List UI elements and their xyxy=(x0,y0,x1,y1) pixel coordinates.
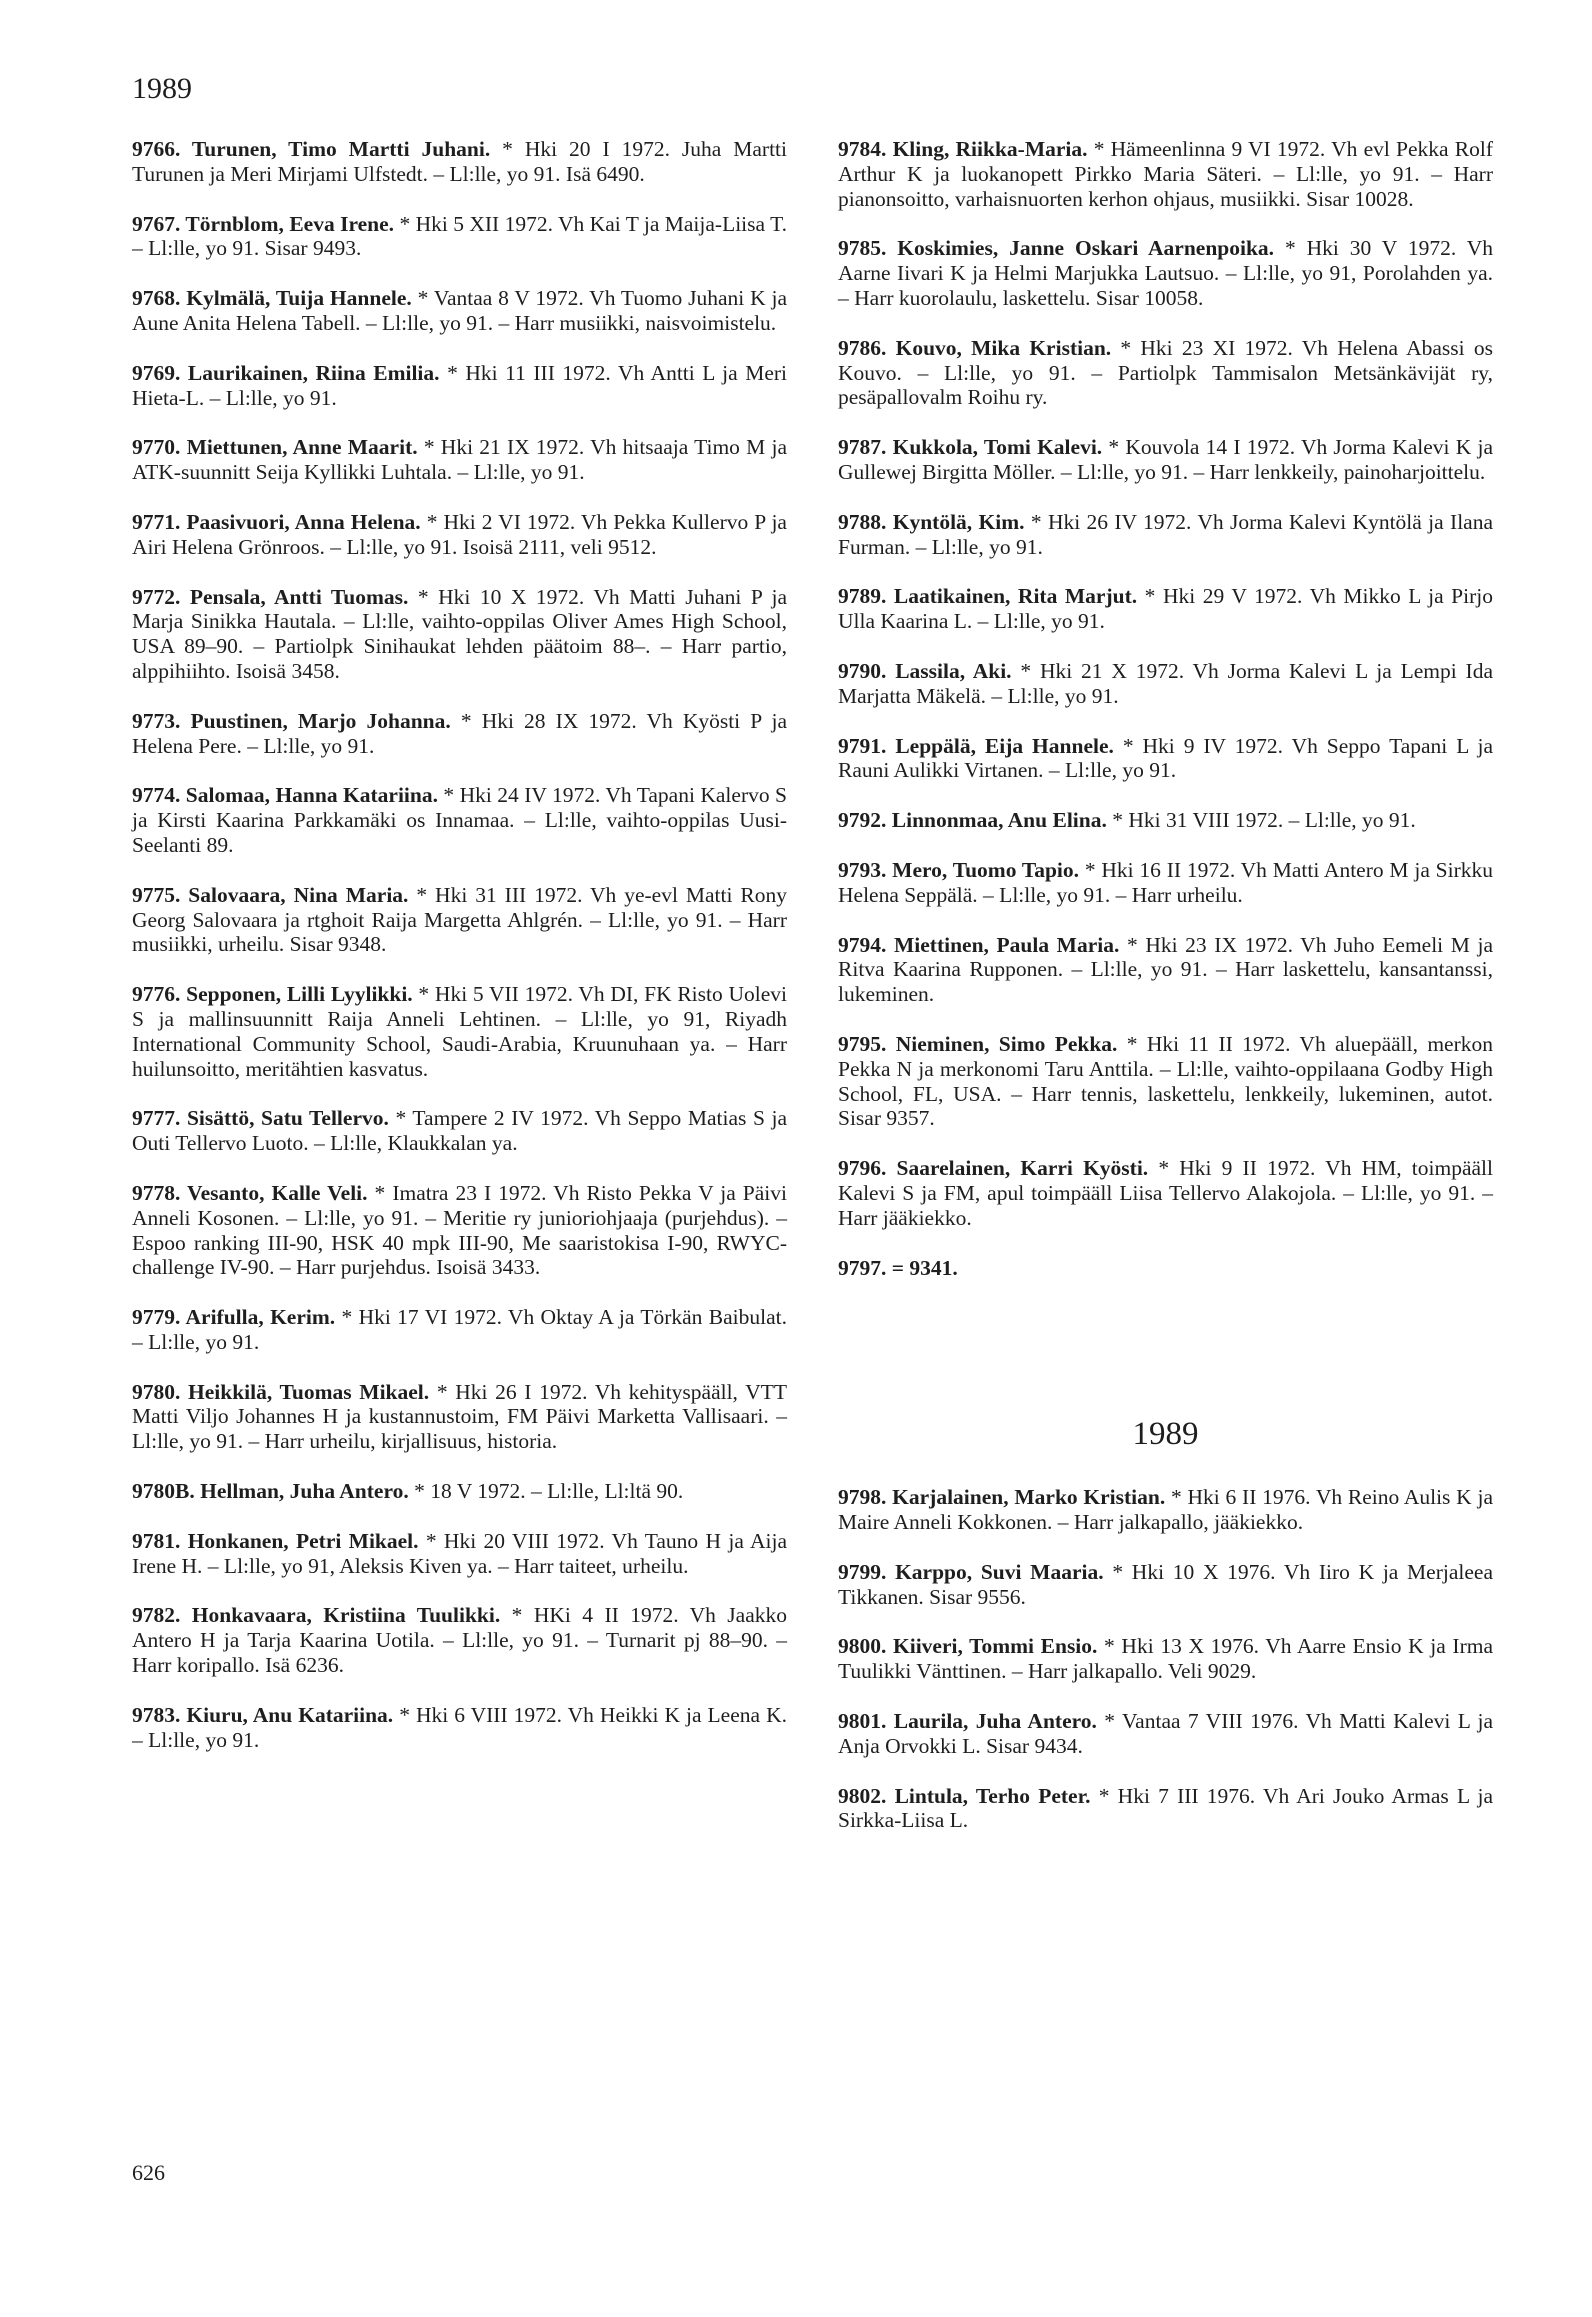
entry-heading: 9782. Honkavaara, Kristiina Tuulikki. xyxy=(132,1603,501,1628)
entry-heading: 9793. Mero, Tuomo Tapio. xyxy=(838,857,1080,882)
register-entry xyxy=(132,1380,787,1454)
entry-heading: 9786. Kouvo, Mika Kristian. xyxy=(838,335,1112,360)
entry-body: * Hki 24 IV 1972. Vh Tapani Kalervo S ja Kirsti Kaarina Parkkamäki os Innamaa. – Ll:lle, vaihto-oppilas Uusi-Seelanti 89. xyxy=(132,783,787,857)
register-entry xyxy=(132,1106,787,1156)
entry-heading: 9790. Lassila, Aki. xyxy=(838,658,1012,683)
entry-heading: 9775. Salovaara, Nina Maria. xyxy=(132,882,409,907)
register-entry xyxy=(838,236,1493,310)
register-entry xyxy=(838,1256,1493,1281)
entry-body: * Hki 26 I 1972. Vh kehityspääll, VTT Matti Viljo Johannes H ja kustannustoim, FM Päivi Marketta Vallisaari. – Ll:lle, yo 91. – Harr urheilu, kirjallisuus, historia. xyxy=(132,1379,787,1454)
register-entry xyxy=(838,1634,1493,1684)
entry-heading: 9770. Miettunen, Anne Maarit. xyxy=(132,435,418,460)
entry-body: * Hki 23 IX 1972. Vh Juho Eemeli M ja Ritva Kaarina Rupponen. – Ll:lle, yo 91. – Harr laskettelu, kansantanssi, lukeminen. xyxy=(838,932,1493,1007)
entry-heading: 9769. Laurikainen, Riina Emilia. xyxy=(132,360,440,385)
register-entry xyxy=(132,1479,787,1504)
entry-body: * Vantaa 8 V 1972. Vh Tuomo Juhani K ja Aune Anita Helena Tabell. – Ll:lle, yo 91. – Harr musiikki, naisvoimistelu. xyxy=(132,286,787,335)
entry-body: * Hki 31 VIII 1972. – Ll:lle, yo 91. xyxy=(1106,808,1416,833)
entry-body: * Imatra 23 I 1972. Vh Risto Pekka V ja Päivi Anneli Kosonen. – Ll:lle, yo 91. – Meritie ry junioriohjaaja (purjehdus). – Espoo ranking III-90, HSK 40 mpk III-90, Me saaristokisa I-90, RWYC-challenge IV-90. – Harr purjehdus. Isoisä 3433. xyxy=(132,1180,787,1280)
register-entry xyxy=(838,1784,1493,1834)
entry-heading: 9801. Laurila, Juha Antero. xyxy=(838,1709,1097,1734)
entry-body: * Hki 17 VI 1972. Vh Oktay A ja Törkän Baibulat. – Ll:lle, yo 91. xyxy=(132,1305,787,1354)
register-entry xyxy=(132,361,787,411)
entry-heading: 9777. Sisättö, Satu Tellervo. xyxy=(132,1106,389,1131)
entry-heading: 9799. Karppo, Suvi Maaria. xyxy=(838,1559,1104,1584)
right-column-entries xyxy=(838,137,1493,1280)
entry-body: * Hki 9 II 1972. Vh HM, toimpääll Kalevi S ja FM, apul toimpääll Liisa Tellervo Alakojola. – Ll:lle, yo 91. – Harr jääkiekko. xyxy=(838,1156,1493,1230)
register-entry xyxy=(838,584,1493,634)
register-entry xyxy=(838,808,1493,833)
entry-body: * Hki 2 VI 1972. Vh Pekka Kullervo P ja Airi Helena Grönroos. – Ll:lle, yo 91. Isoisä 2111, veli 9512. xyxy=(132,509,787,559)
entry-heading: 9781. Honkanen, Petri Mikael. xyxy=(132,1528,419,1553)
register-entry xyxy=(838,659,1493,709)
entry-body: * Hki 6 VIII 1972. Vh Heikki K ja Leena K. – Ll:lle, yo 91. xyxy=(132,1702,787,1752)
entry-heading: 9773. Puustinen, Marjo Johanna. xyxy=(132,708,451,733)
entry-body: * Hki 7 III 1976. Vh Ari Jouko Armas L ja Sirkka-Liisa L. xyxy=(838,1783,1493,1833)
register-entry xyxy=(838,1560,1493,1610)
entry-heading: 9776. Sepponen, Lilli Lyylikki. xyxy=(132,982,413,1007)
entry-heading: 9772. Pensala, Antti Tuomas. xyxy=(132,584,409,609)
register-entry xyxy=(838,510,1493,560)
entry-body: * Hki 30 V 1972. Vh Aarne Iivari K ja Helmi Marjukka Lautsuo. – Ll:lle, yo 91, Porolahden ya. – Harr kuorolaulu, laskettelu. Sisar 10058. xyxy=(838,236,1493,310)
entry-heading: 9771. Paasivuori, Anna Helena. xyxy=(132,509,421,534)
entry-body: * Hki 16 II 1972. Vh Matti Antero M ja Sirkku Helena Seppälä. – Ll:lle, yo 91. – Harr urheilu. xyxy=(838,857,1493,907)
entry-heading: 9780. Heikkilä, Tuomas Mikael. xyxy=(132,1379,430,1404)
entry-heading: 9789. Laatikainen, Rita Marjut. xyxy=(838,584,1138,609)
register-entry xyxy=(132,709,787,759)
entry-heading: 9788. Kyntölä, Kim. xyxy=(838,509,1025,534)
register-entry xyxy=(838,1709,1493,1759)
entry-heading: 9783. Kiuru, Anu Katariina. xyxy=(132,1702,394,1727)
entry-body: * Hki 20 I 1972. Juha Martti Turunen ja Meri Mirjami Ulfstedt. – Ll:lle, yo 91. Isä 6490. xyxy=(132,137,787,186)
entry-body: * Vantaa 7 VIII 1976. Vh Matti Kalevi L ja Anja Orvokki L. Sisar 9434. xyxy=(838,1709,1494,1758)
entry-body: * Hki 20 VIII 1972. Vh Tauno H ja Aija Irene H. – Ll:lle, yo 91, Aleksis Kiven ya. – Harr taiteet, urheilu. xyxy=(132,1528,788,1578)
register-entry xyxy=(838,336,1493,410)
section-year-heading: 1989 xyxy=(1132,1416,1199,1453)
entry-heading: 9774. Salomaa, Hanna Katariina. xyxy=(132,783,438,808)
register-entry xyxy=(132,585,787,684)
entry-heading: 9798. Karjalainen, Marko Kristian. xyxy=(838,1485,1166,1510)
register-entry xyxy=(132,435,787,485)
page-number: 626 xyxy=(132,2160,165,2185)
page-year-header: 1989 xyxy=(132,72,192,105)
entry-heading: 9797. = 9341. xyxy=(838,1255,958,1280)
entry-heading: 9768. Kylmälä, Tuija Hannele. xyxy=(132,286,412,311)
register-entry xyxy=(132,883,787,957)
register-entry xyxy=(838,858,1493,908)
entry-heading: 9795. Nieminen, Simo Pekka. xyxy=(838,1031,1118,1056)
register-entry xyxy=(132,137,787,187)
entry-body: * Hki 31 III 1972. Vh ye-evl Matti Rony Georg Salovaara ja rtghoit Raija Margetta Ahlgrén. – Ll:lle, yo 91. – Harr musiikki, urheilu. Sisar 9348. xyxy=(132,882,787,957)
entry-heading: 9791. Leppälä, Eija Hannele. xyxy=(838,733,1114,758)
register-entry xyxy=(838,933,1493,1007)
register-entry xyxy=(838,137,1493,211)
register-entry xyxy=(838,1156,1493,1230)
register-entry xyxy=(838,1485,1493,1535)
entry-body: * Hämeenlinna 9 VI 1972. Vh evl Pekka Rolf Arthur K ja luokanopett Pirkko Maria Säteri. – Ll:lle, yo 91. – Harr pianonsoitto, varhaisnuorten kerhon ohjaus, musiikki. Sisar 10028. xyxy=(838,137,1494,211)
entry-heading: 9792. Linnonmaa, Anu Elina. xyxy=(838,808,1107,833)
entry-body: * Hki 13 X 1976. Vh Aarre Ensio K ja Irma Tuulikki Vänttinen. – Harr jalkapallo. Veli 9029. xyxy=(838,1634,1494,1684)
register-entry xyxy=(838,1032,1493,1131)
register-entry xyxy=(132,1529,787,1579)
entry-body: * HKi 4 II 1972. Vh Jaakko Antero H ja Tarja Kaarina Uotila. – Ll:lle, yo 91. – Turnarit pj 88–90. – Harr koripallo. Isä 6236. xyxy=(132,1603,787,1678)
register-entry xyxy=(838,734,1493,784)
entry-body: * Hki 21 IX 1972. Vh hitsaaja Timo M ja ATK-suunnitt Seija Kyllikki Luhtala. – Ll:lle, yo 91. xyxy=(132,435,788,485)
right-column-entries-after xyxy=(838,1485,1493,1833)
register-entry xyxy=(838,435,1493,485)
entry-heading: 9767. Törnblom, Eeva Irene. xyxy=(132,211,395,236)
register-entry xyxy=(132,1305,787,1355)
entry-heading: 9779. Arifulla, Kerim. xyxy=(132,1305,336,1330)
entry-heading: 9785. Koskimies, Janne Oskari Aarnenpoika. xyxy=(838,236,1275,261)
register-entry xyxy=(132,510,787,560)
register-entry xyxy=(132,286,787,336)
entry-heading: 9802. Lintula, Terho Peter. xyxy=(838,1783,1091,1808)
register-entry xyxy=(132,982,787,1081)
entry-heading: 9778. Vesanto, Kalle Veli. xyxy=(132,1180,368,1205)
left-column xyxy=(132,137,787,1777)
entry-body: * Hki 9 IV 1972. Vh Seppo Tapani L ja Rauni Aulikki Virtanen. – Ll:lle, yo 91. xyxy=(838,733,1493,783)
entry-body: * Hki 26 IV 1972. Vh Jorma Kalevi Kyntölä ja Ilana Furman. – Ll:lle, yo 91. xyxy=(838,509,1493,559)
entry-body: * Tampere 2 IV 1972. Vh Seppo Matias S ja Outi Tellervo Luoto. – Ll:lle, Klaukkalan ya. xyxy=(132,1106,787,1156)
entry-body: * Hki 11 III 1972. Vh Antti L ja Meri Hieta-L. – Ll:lle, yo 91. xyxy=(132,360,787,410)
entry-body: * Hki 28 IX 1972. Vh Kyösti P ja Helena Pere. – Ll:lle, yo 91. xyxy=(132,708,788,758)
register-entry xyxy=(132,212,787,262)
entry-body: * Hki 21 X 1972. Vh Jorma Kalevi L ja Lempi Ida Marjatta Mäkelä. – Ll:lle, yo 91. xyxy=(838,658,1493,708)
entry-body: * Kouvola 14 I 1972. Vh Jorma Kalevi K ja Gullewej Birgitta Möller. – Ll:lle, yo 91. – Harr lenkkeily, painoharjoittelu. xyxy=(838,435,1493,484)
entry-body: * Hki 10 X 1972. Vh Matti Juhani P ja Marja Sinikka Hautala. – Ll:lle, vaihto-oppilas Oliver Ames High School, USA 89–90. – Partiolpk Sinihaukat lehden päätoim 88–. – Harr partio, alppihiihto. Isoisä 3458. xyxy=(132,584,787,683)
entry-body: * Hki 6 II 1976. Vh Reino Aulis K ja Maire Anneli Kokkonen. – Harr jalkapallo, jääkiekko. xyxy=(838,1485,1493,1535)
entry-heading: 9794. Miettinen, Paula Maria. xyxy=(838,932,1120,957)
entry-heading: 9784. Kling, Riikka-Maria. xyxy=(838,137,1088,161)
register-entry xyxy=(132,1703,787,1753)
entry-body: * Hki 11 II 1972. Vh aluepääll, merkon Pekka N ja merkonomi Taru Anttila. – Ll:lle, vaihto-oppilaana Godby High School, FL, USA. – Harr tennis, laskettelu, lenkkeily, lukeminen, autot. Sisar 9357. xyxy=(838,1031,1493,1131)
entry-body: * Hki 23 XI 1972. Vh Helena Abassi os Kouvo. – Ll:lle, yo 91. – Partiolpk Tammisalon Metsänkävijät ry, pesäpallovalm Roihu ry. xyxy=(838,335,1493,410)
entry-body: * Hki 10 X 1976. Vh Iiro K ja Merjaleea Tikkanen. Sisar 9556. xyxy=(838,1559,1493,1609)
register-entry xyxy=(132,1603,787,1677)
entry-body: * Hki 5 XII 1972. Vh Kai T ja Maija-Liisa T. – Ll:lle, yo 91. Sisar 9493. xyxy=(132,211,787,261)
entry-heading: 9787. Kukkola, Tomi Kalevi. xyxy=(838,435,1103,460)
entry-body: * Hki 29 V 1972. Vh Mikko L ja Pirjo Ulla Kaarina L. – Ll:lle, yo 91. xyxy=(838,584,1493,634)
entry-heading: 9766. Turunen, Timo Martti Juhani. xyxy=(132,137,491,161)
entry-heading: 9800. Kiiveri, Tommi Ensio. xyxy=(838,1634,1098,1659)
register-entry xyxy=(132,783,787,857)
right-column xyxy=(838,137,1493,1858)
entry-heading: 9780B. Hellman, Juha Antero. xyxy=(132,1479,409,1504)
register-entry xyxy=(132,1181,787,1280)
entry-body: * 18 V 1972. – Ll:lle, Ll:ltä 90. xyxy=(408,1479,684,1504)
entry-heading: 9796. Saarelainen, Karri Kyösti. xyxy=(838,1156,1149,1181)
entry-body: * Hki 5 VII 1972. Vh DI, FK Risto Uolevi S ja mallinsuunnitt Raija Anneli Lehtinen. – Ll:lle, yo 91, Riyadh International Community School, Saudi-Arabia, Kruunuhaan ya. – Harr huilunsoitto, meritähtien kasvatus. xyxy=(132,982,787,1081)
